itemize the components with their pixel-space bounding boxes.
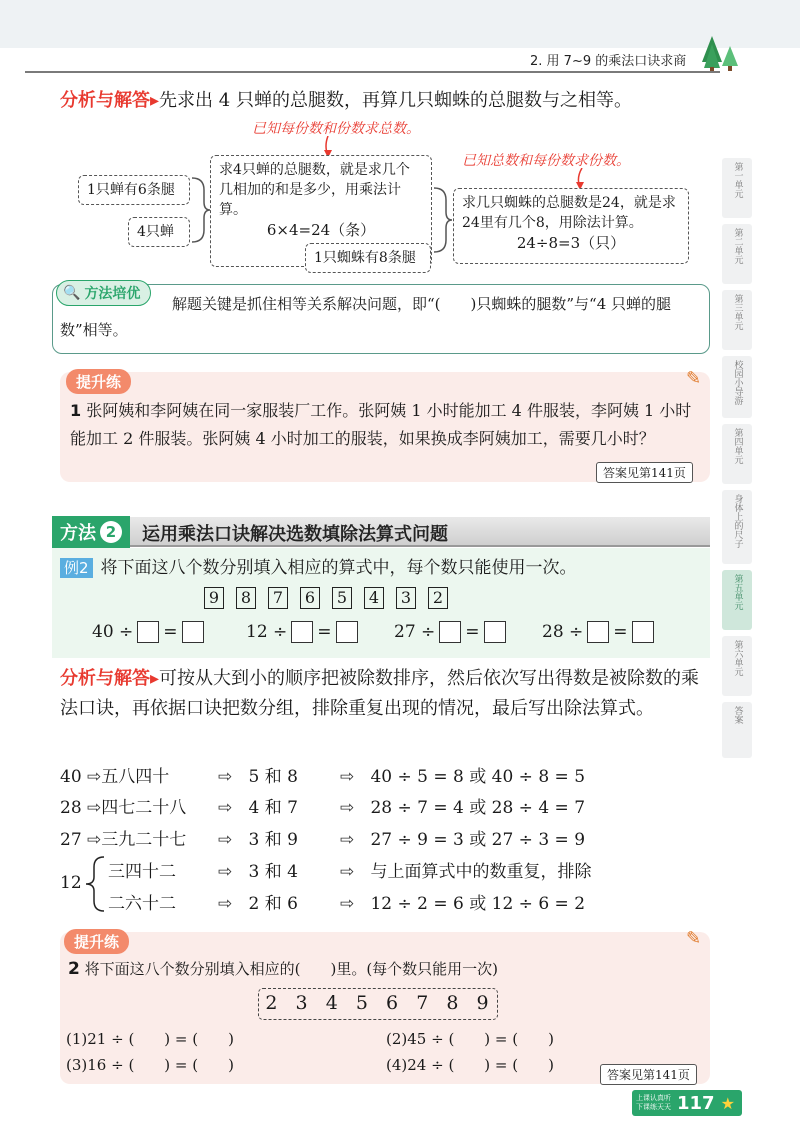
side-tab-unit1[interactable]: 第一单元 bbox=[722, 158, 752, 218]
side-tab-unit2[interactable]: 第二单元 bbox=[722, 224, 752, 284]
practice-1-tag: 提升练 bbox=[66, 369, 131, 394]
rhyme-row-40: 40 ⇨五八四十 bbox=[60, 767, 170, 787]
analysis-paragraph-2: 分析与解答▸可按从大到小的顺序把被除数排序，然后依次写出得数是被除数的乘法口诀，再依据口诀把数分组，排除重复出现的情况，最后写出除法算式。 bbox=[60, 668, 700, 719]
tree-icon bbox=[698, 32, 742, 72]
magnifier-icon: 🔍 bbox=[63, 285, 81, 301]
practice-2-item-4[interactable]: (4)24 ÷ ( ) = ( ) bbox=[386, 1056, 554, 1074]
box-four-cicadas: 4只蝉 bbox=[128, 217, 190, 247]
arrow-icon: ⇨ bbox=[340, 798, 355, 818]
side-tab-unit3[interactable]: 第三单元 bbox=[722, 290, 752, 350]
page-number: 117 bbox=[677, 1092, 715, 1114]
method-2-tag: 方法 2 bbox=[52, 516, 130, 548]
rhyme-result-12b: ⇨ 12 ÷ 2 = 6 或 12 ÷ 6 = 2 bbox=[340, 894, 586, 914]
arrow-icon: ⇨ bbox=[340, 862, 355, 882]
arrow-icon: ⇨ bbox=[340, 767, 355, 787]
side-tab-list bbox=[722, 158, 754, 764]
rhyme-result-28: ⇨ 28 ÷ 7 = 4 或 28 ÷ 4 = 7 bbox=[340, 798, 586, 818]
rhyme-pair-40: ⇨ 5 和 8 bbox=[218, 767, 298, 787]
equation-40: 40 ÷ = bbox=[92, 621, 204, 643]
number-card: 7 bbox=[268, 587, 288, 609]
number-card: 8 bbox=[236, 587, 256, 609]
number-card: 9 bbox=[204, 587, 224, 609]
example-2-prompt: 例2 将下面这八个数分别填入相应的算式中，每个数只能使用一次。 bbox=[60, 553, 577, 578]
practice-1-question: 1 张阿姨和李阿姨在同一家服装厂工作。张阿姨 1 小时能加工 4 件服装，李阿姨 1 小时能加工 2 件服装。张阿姨 4 小时加工的服装，如果换成李阿姨加工，需要几小时？ bbox=[70, 401, 692, 448]
blank-box[interactable] bbox=[291, 621, 313, 643]
arrow-icon: ⇨ bbox=[218, 894, 233, 914]
practice-2-question: 2 将下面这八个数分别填入相应的( )里。(每个数只能用一次) bbox=[68, 959, 499, 979]
practice-2-tag: 提升练 bbox=[64, 929, 129, 954]
box-spider-legs: 1只蜘蛛有8条腿 bbox=[305, 243, 431, 273]
chapter-title: 2. 用 7~9 的乘法口诀求商 bbox=[530, 54, 687, 69]
rhyme-pair-27: ⇨ 3 和 9 bbox=[218, 830, 298, 850]
box-cicada-legs: 1只蝉有6条腿 bbox=[78, 175, 190, 205]
side-tab-body-ruler[interactable]: 身体上的尺子 bbox=[722, 490, 752, 564]
side-tab-unit4[interactable]: 第四单元 bbox=[722, 424, 752, 484]
pencil-icon: ✎ bbox=[686, 928, 702, 949]
brace-right bbox=[432, 180, 452, 260]
practice-2-answer-ref[interactable]: 答案见第141页 bbox=[600, 1064, 697, 1085]
number-card: 3 bbox=[396, 587, 416, 609]
example-2-numbers bbox=[204, 587, 460, 609]
equation-12: 12 ÷ = bbox=[246, 621, 358, 643]
note-multiply: 已知每份数和份数求总数。 bbox=[252, 121, 420, 137]
star-icon: ★ bbox=[720, 1093, 735, 1113]
equation-28: 28 ÷ = bbox=[542, 621, 654, 643]
blank-box[interactable] bbox=[632, 621, 654, 643]
side-tab-unit6[interactable]: 第六单元 bbox=[722, 636, 752, 696]
note-divide: 已知总数和每份数求份数。 bbox=[462, 153, 630, 169]
blank-box[interactable] bbox=[336, 621, 358, 643]
header-divider bbox=[25, 71, 720, 73]
example-2-tag: 例2 bbox=[60, 558, 93, 578]
side-tab-campus-guide[interactable]: 校园小导游 bbox=[722, 356, 752, 418]
arrow-icon: ⇨ bbox=[218, 767, 233, 787]
blank-box[interactable] bbox=[137, 621, 159, 643]
practice-2-numbers: 2 3 4 5 6 7 8 9 bbox=[258, 988, 498, 1020]
arrow-icon: ⇨ bbox=[218, 862, 233, 882]
rhyme-pair-28: ⇨ 4 和 7 bbox=[218, 798, 298, 818]
rhyme-num-12: 12 bbox=[60, 873, 82, 893]
top-band bbox=[0, 0, 800, 48]
brace-twelve bbox=[84, 855, 106, 913]
number-card: 5 bbox=[332, 587, 352, 609]
practice-1-answer-ref[interactable]: 答案见第141页 bbox=[596, 462, 693, 483]
practice-2-item-3[interactable]: (3)16 ÷ ( ) = ( ) bbox=[66, 1056, 234, 1074]
arrow-icon: ⇨ bbox=[340, 830, 355, 850]
brace-left bbox=[190, 170, 210, 250]
analysis-text: 先求出 4 只蝉的总腿数，再算几只蜘蛛的总腿数与之相等。 bbox=[159, 90, 632, 111]
side-tab-answers[interactable]: 答案 bbox=[722, 702, 752, 758]
blank-box[interactable] bbox=[587, 621, 609, 643]
rhyme-pair-12a: ⇨ 3 和 4 bbox=[218, 862, 298, 882]
blank-box[interactable] bbox=[439, 621, 461, 643]
box-multiply-explain: 求4只蝉的总腿数，就是求几个几相加的和是多少，用乘法计算。 6×4=24（条） bbox=[210, 155, 432, 267]
rhyme-row-27: 27 ⇨三九二十七 bbox=[60, 830, 187, 850]
equation-27: 27 ÷ = bbox=[394, 621, 506, 643]
practice-2-item-1[interactable]: (1)21 ÷ ( ) = ( ) bbox=[66, 1030, 234, 1048]
note-arrow-right bbox=[570, 168, 590, 190]
method-tip-tag: 🔍 方法培优 bbox=[56, 280, 151, 306]
arrow-icon: ⇨ bbox=[218, 798, 233, 818]
rhyme-pair-12b: ⇨ 2 和 6 bbox=[218, 894, 298, 914]
analysis-label: 分析与解答 bbox=[60, 90, 150, 111]
method-tip-text: 解题关键是抓住相等关系解决问题，即“( )只蜘蛛的腿数”与“4 只蝉的腿数”相等。 bbox=[60, 295, 672, 339]
rhyme-row-12a: 三四十二 bbox=[108, 862, 176, 882]
blank-box[interactable] bbox=[182, 621, 204, 643]
arrow-icon: ⇨ bbox=[81, 830, 102, 850]
rhyme-row-12b: 二六十二 bbox=[108, 894, 176, 914]
number-card: 4 bbox=[364, 587, 384, 609]
method-2-title: 运用乘法口诀解决选数填除法算式问题 bbox=[142, 524, 448, 545]
arrow-icon: ⇨ bbox=[218, 830, 233, 850]
arrow-icon: ⇨ bbox=[81, 798, 102, 818]
rhyme-result-27: ⇨ 27 ÷ 9 = 3 或 27 ÷ 3 = 9 bbox=[340, 830, 586, 850]
pencil-icon: ✎ bbox=[686, 368, 702, 389]
analysis-paragraph-1: 分析与解答▸先求出 4 只蝉的总腿数，再算几只蜘蛛的总腿数与之相等。 bbox=[60, 90, 632, 111]
rhyme-result-40: ⇨ 40 ÷ 5 = 8 或 40 ÷ 8 = 5 bbox=[340, 767, 586, 787]
arrow-icon: ⇨ bbox=[340, 894, 355, 914]
rhyme-result-12a: ⇨ 与上面算式中的数重复，排除 bbox=[340, 862, 592, 882]
practice-2-item-2[interactable]: (2)45 ÷ ( ) = ( ) bbox=[386, 1030, 554, 1048]
page-number-badge: 上课认真听 下课练天天 117 ★ bbox=[632, 1090, 742, 1116]
blank-box[interactable] bbox=[484, 621, 506, 643]
rhyme-row-28: 28 ⇨四七二十八 bbox=[60, 798, 187, 818]
number-card: 6 bbox=[300, 587, 320, 609]
number-card: 2 bbox=[428, 587, 448, 609]
side-tab-unit5[interactable]: 第五单元 bbox=[722, 570, 752, 630]
box-divide-explain: 求几只蜘蛛的总腿数是24，就是求24里有几个8，用除法计算。 24÷8=3（只） bbox=[453, 188, 689, 264]
arrow-icon: ⇨ bbox=[81, 767, 102, 787]
